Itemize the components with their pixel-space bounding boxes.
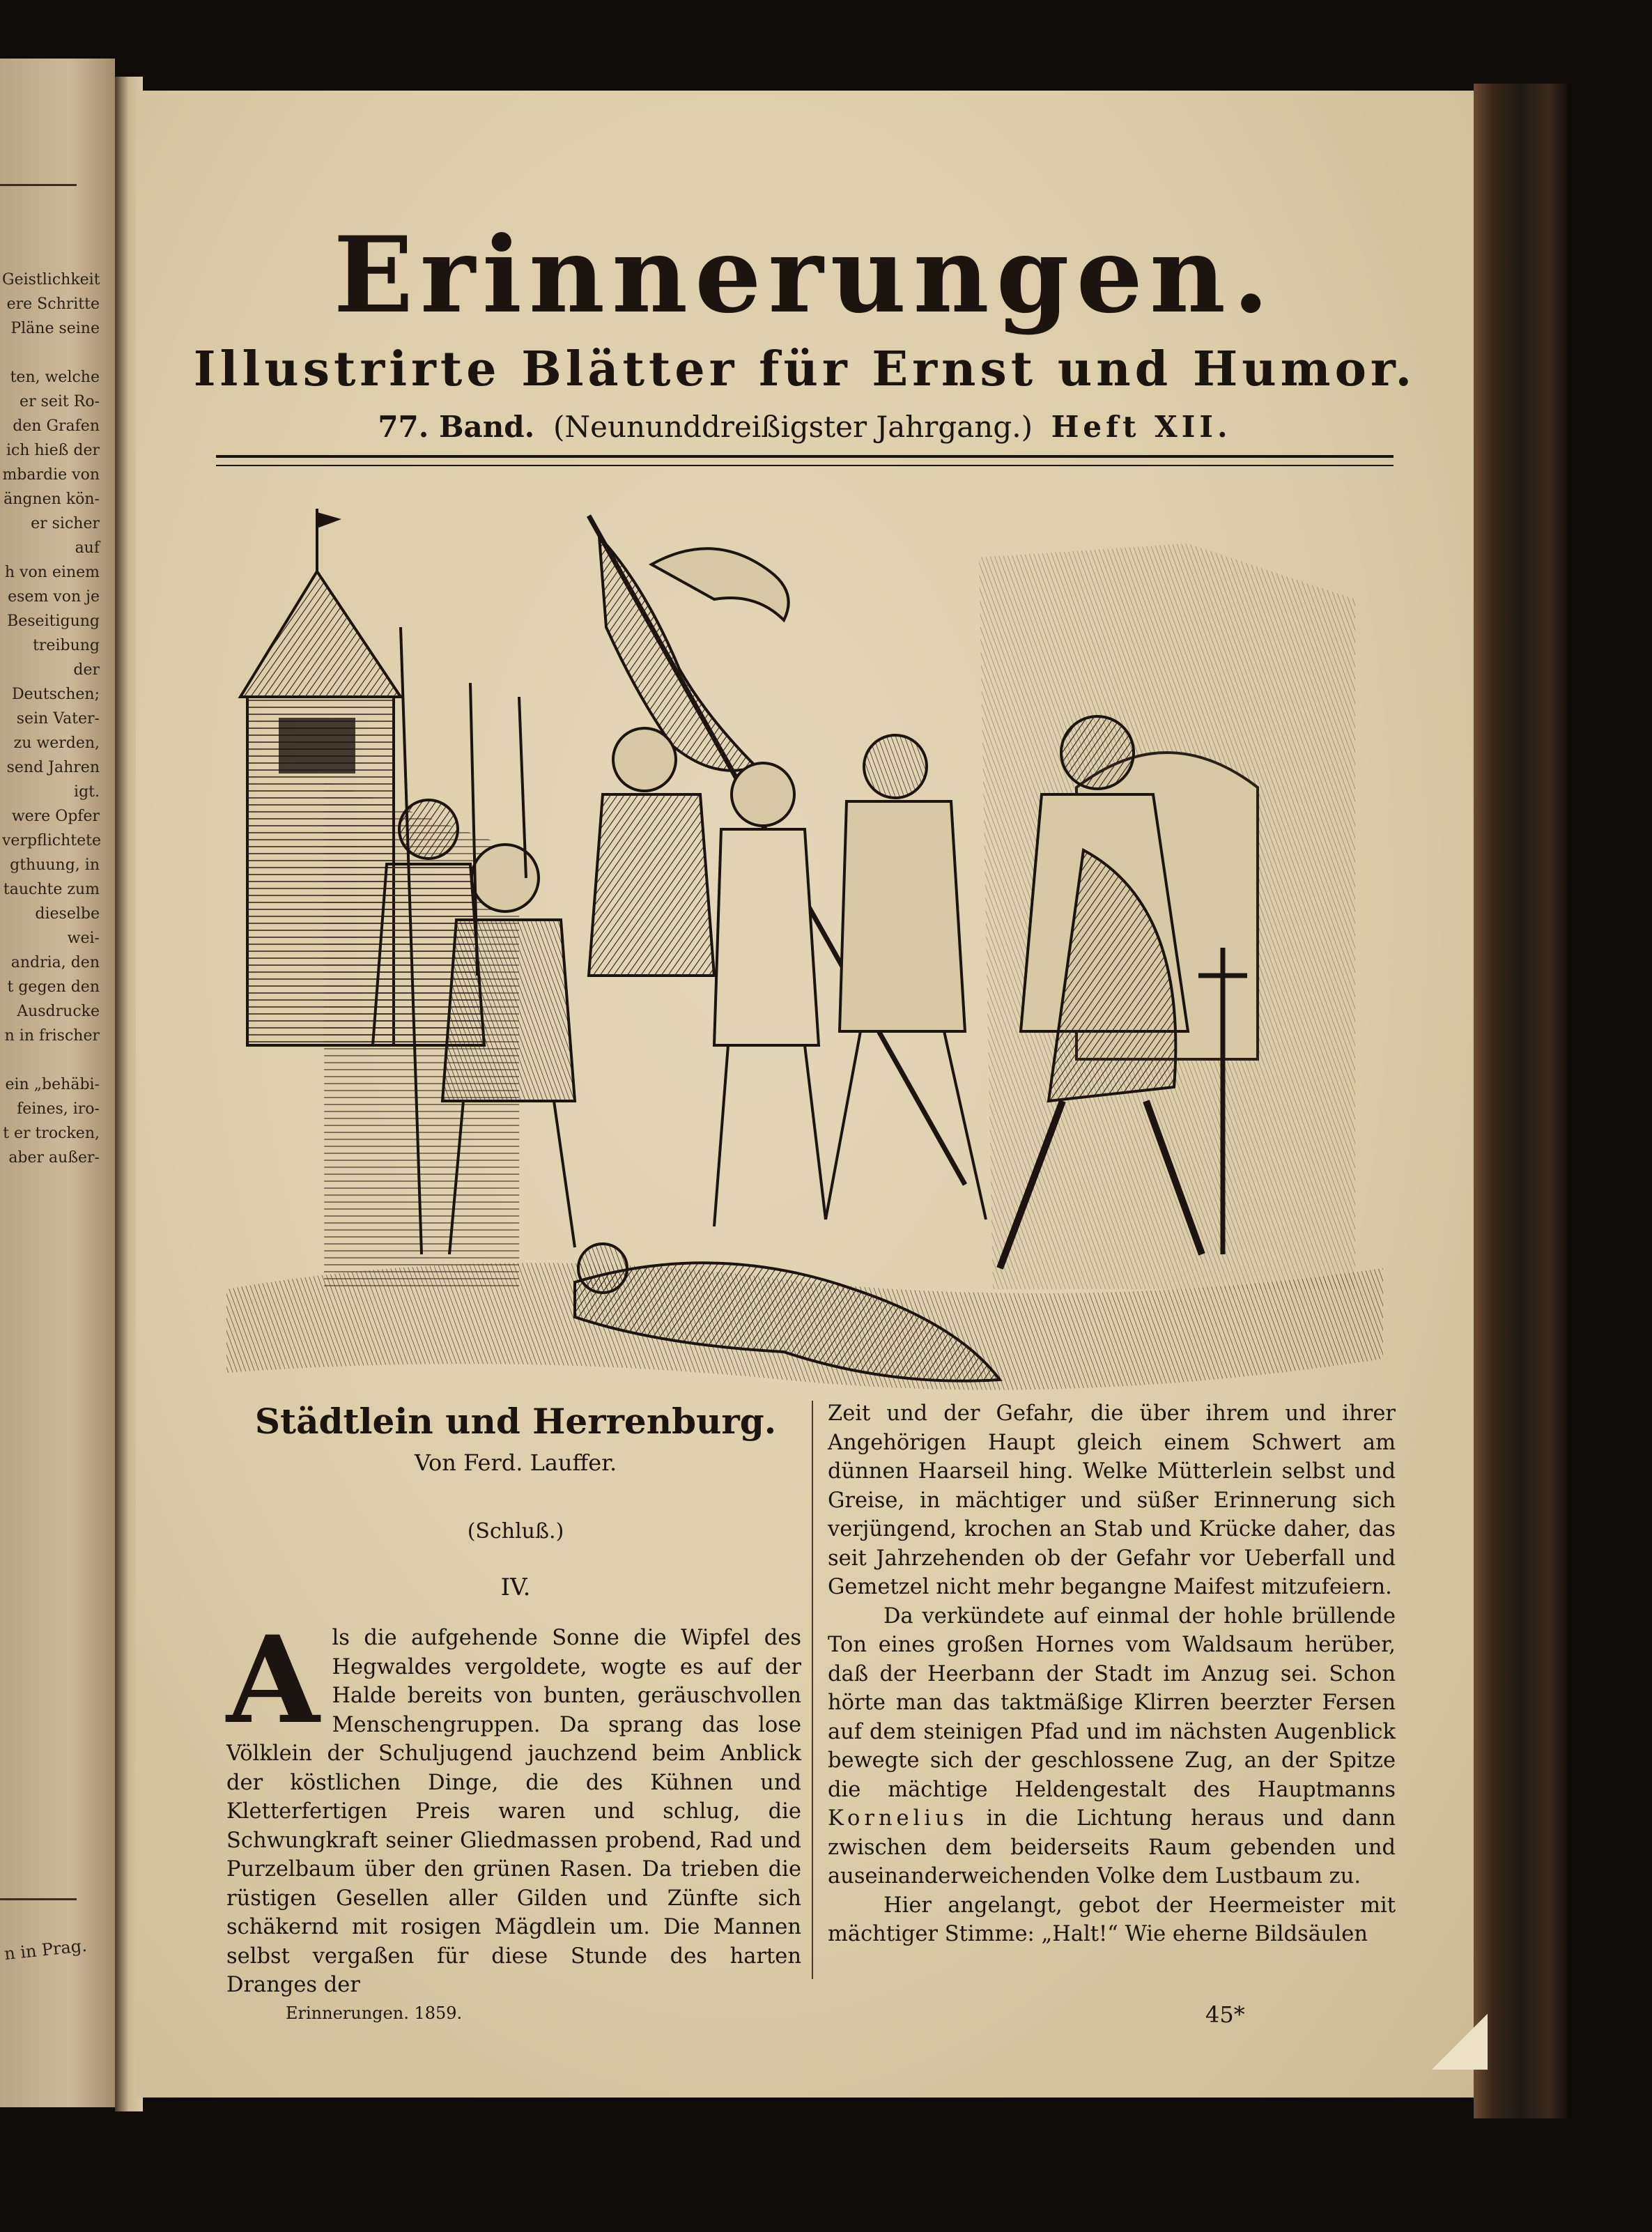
- masthead: [136, 216, 1474, 444]
- left-page-line: andria, den: [10, 954, 100, 971]
- section-number: IV.: [500, 1573, 531, 1601]
- footer-sheet-number: 45*: [1205, 2001, 1245, 2028]
- left-page-line: n in frischer: [4, 1027, 100, 1045]
- left-page-line: sein Vater-: [16, 710, 100, 728]
- left-page-line: ängnen kön-: [3, 491, 100, 508]
- column-divider: [812, 1401, 813, 1979]
- left-page-footer: n in Prag.: [3, 1935, 88, 1964]
- left-page-line: ere Schritte: [6, 295, 100, 313]
- drop-cap: A: [226, 1609, 320, 1750]
- captain-name: Kornelius: [828, 1806, 968, 1831]
- article-title: Städtlein und Herrenburg.: [254, 1401, 777, 1442]
- left-page-line: gthuung, in: [10, 856, 100, 874]
- left-page-line: er sicher auf: [31, 515, 100, 557]
- left-page-line: Beseitigung: [7, 613, 100, 630]
- left-page-line: feines, iro-: [17, 1100, 100, 1118]
- masthead-rule: [216, 455, 1394, 466]
- journal-subtitle: Illustrirte Blätter für Ernst und Humor.: [193, 341, 1416, 397]
- left-page-line: Pläne seine: [10, 320, 100, 337]
- left-page-line: verpflichtete: [2, 832, 101, 849]
- left-page-line: Deutschen;: [11, 686, 100, 703]
- left-page-line: t er trocken,: [3, 1125, 100, 1142]
- book-spine: [1474, 84, 1568, 2118]
- left-page-line: Geistlichkeit: [2, 271, 100, 288]
- left-page-line: ein „behäbi-: [5, 1076, 100, 1093]
- volume-label: 77. Band.: [378, 410, 535, 444]
- paragraph-1: Zeit und der Gefahr, die über ihrem und ihrer Angehörigen Haupt gleich einem Schwert am dünnen Haarseil hing. Welke Mütterlein selbst und Greise, in mächtiger und süßer Erinnerung sich verjüngend, krochen an Stab und Krücke daher, das seit Jahrzehenden ob der Gefahr vor Ueberfall und Gemetzel nicht mehr begangne Maifest mitzufeiern.: [828, 1401, 1396, 1599]
- left-page-line: er seit Ro-: [20, 393, 100, 410]
- left-page-line: aber außer-: [8, 1149, 100, 1167]
- left-page-line: den Grafen: [13, 417, 100, 435]
- issue-label: Heft XII.: [1051, 410, 1232, 444]
- left-page-line: t gegen den: [7, 978, 100, 996]
- left-page-line: h von einem: [4, 564, 100, 581]
- left-page: [0, 59, 115, 2107]
- right-page: [136, 91, 1474, 2098]
- column-left-text: ls die aufgehende Sonne die Wipfel des Hegwaldes vergoldete, wogte es auf der Halde bereits von bunten, geräuschvollen Menschengruppen. Da sprang das lose Völklein der Schuljugend jauchzend beim Anblick der köstlichen Dinge, die des Kühnen und Kletterfertigen Preis waren und schlug, die Schwungkraft seiner Gliedmassen probend, Rad und Purzelbaum über den grünen Rasen. Da trieben die rüstigen Gesellen aller Gilden und Zünfte sich schäkernd mit rosigen Mägdlein um. Die Mannen selbst vergaßen für diese Stunde des harten Dranges der: [226, 1626, 801, 1997]
- left-page-line: esem von je: [8, 588, 100, 606]
- left-page-line: [2, 341, 100, 365]
- left-page-line: dieselbe wei-: [35, 905, 100, 947]
- article-byline: Von Ferd. Lauffer.: [414, 1449, 617, 1476]
- footer-signature: Erinnerungen. 1859.: [286, 2003, 463, 2023]
- left-page-rule: [0, 184, 77, 186]
- year-label: (Neununddreißigster Jahrgang.): [553, 410, 1033, 444]
- column-right: [828, 1399, 1396, 1949]
- left-page-line: send Jahren: [6, 759, 100, 776]
- left-page-line: igt.: [74, 783, 100, 801]
- left-page-line: Ausdrucke: [17, 1003, 100, 1020]
- journal-title: Erinnerungen.: [333, 214, 1276, 337]
- page-corner-tear: [1432, 2014, 1488, 2070]
- left-page-line: were Opfer: [11, 808, 100, 825]
- paragraph-2-text-a: Da verkündete auf einmal der hohle brüllende Ton eines großen Hornes vom Waldsaum herüber, daß der Heerbann der Stadt im Anzug sei. Schon hörte man das taktmäßige Klirren beerzter Fersen auf dem steinigen Pfad und im nächsten Augenblick bewegte sich der geschlossene Zug, an der Spitze die mächtige Heldengestalt des Hauptmanns: [828, 1603, 1396, 1802]
- issue-line: [136, 410, 1474, 444]
- left-page-text: [2, 268, 100, 1170]
- engraving-illustration: [226, 488, 1383, 1449]
- left-page-line: [2, 1048, 100, 1072]
- left-page-rule-bottom: [0, 1898, 77, 1900]
- left-page-line: tauchte zum: [3, 881, 100, 898]
- left-page-line: mbardie von: [2, 466, 100, 484]
- paragraph-2: [828, 1602, 1396, 1891]
- left-page-line: treibung der: [33, 637, 100, 679]
- column-left: [226, 1609, 801, 2000]
- left-page-line: ten, welche: [10, 369, 100, 386]
- article-note: (Schluß.): [467, 1519, 564, 1544]
- paragraph-3: Hier angelangt, gebot der Heermeister mit mächtiger Stimme: „Halt!“ Wie eherne Bildsäulen: [828, 1893, 1396, 1946]
- paragraph-2-text-b: in die Lichtung heraus und dann zwischen dem beiderseits Raum gebenden und auseinanderweichenden Volke dem Lustbaum zu.: [828, 1806, 1396, 1888]
- left-page-line: ich hieß der: [6, 442, 100, 459]
- left-page-line: zu werden,: [13, 734, 100, 752]
